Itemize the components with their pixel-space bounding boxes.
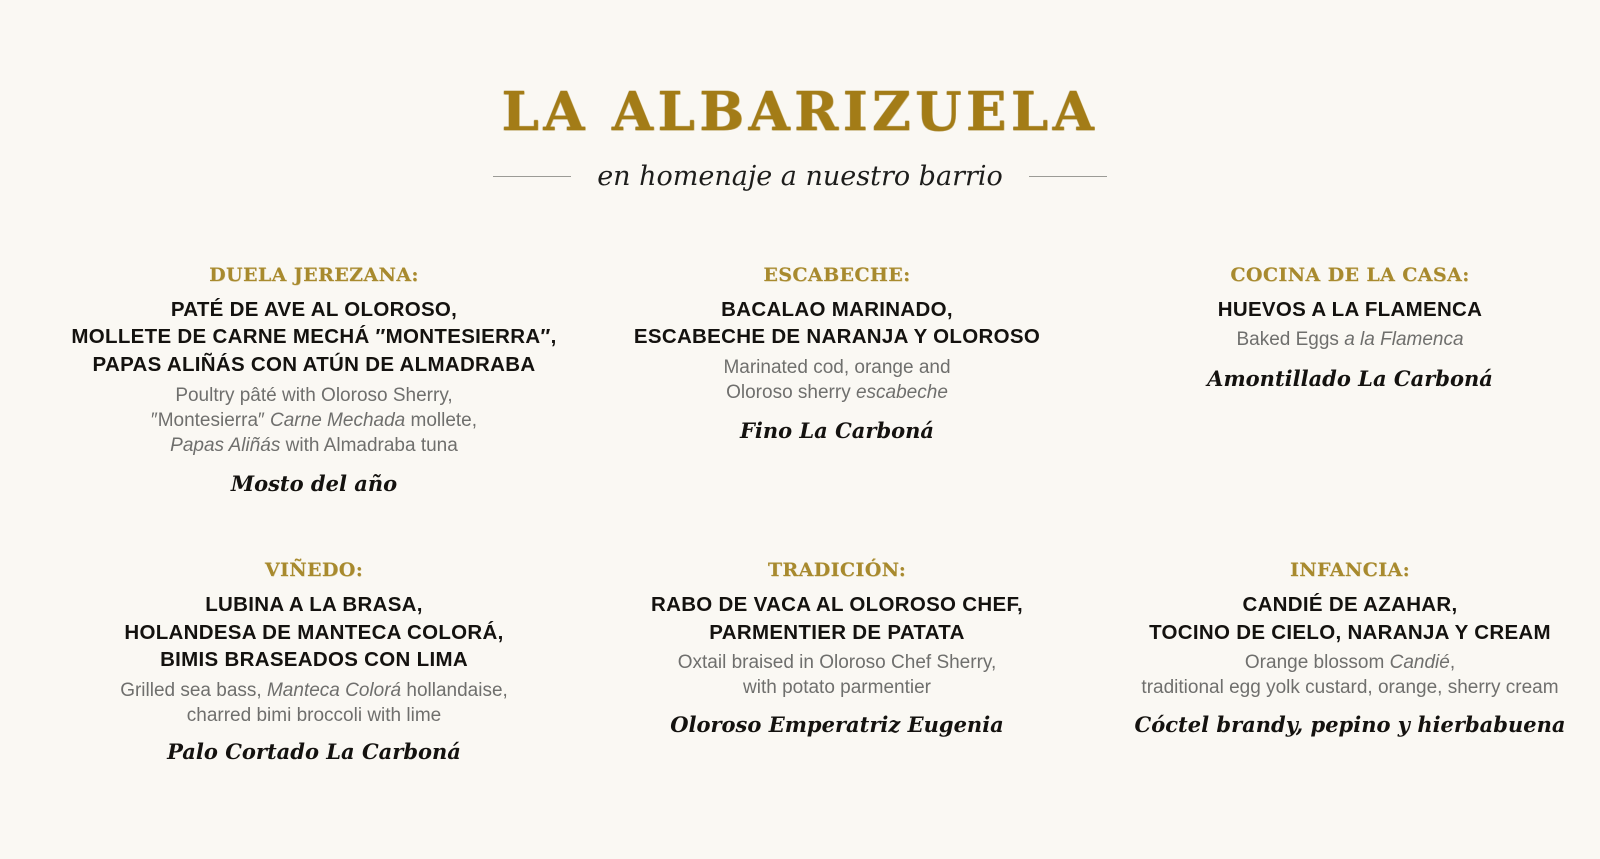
dish-heading: INFANCIA: [1289, 559, 1411, 582]
dish-pairing: Mosto del año [230, 471, 398, 496]
dish-pairing: Palo Cortado La Carboná [167, 739, 461, 765]
dish-name: RABO DE VACA AL OLOROSO CHEF, PARMENTIER DE PATATA [650, 593, 1024, 644]
dish-name: CANDIÉ DE AZAHAR, TOCINO DE CIELO, NARANJA Y CREAM [1149, 593, 1551, 644]
dish-description: Grilled sea bass, Manteca Colorá hollandaise, charred bimi broccoli with lime [120, 680, 508, 727]
menu-item [1086, 264, 1600, 497]
divider-left [493, 176, 571, 178]
dish-pairing: Fino La Carboná [739, 418, 935, 444]
dish-name: PATÉ DE AVE AL OLOROSO, MOLLETE DE CARNE MECHÁ ″MONTESIERRA″, PAPAS ALIÑÁS CON ATÚN DE ALMADRABA [71, 297, 557, 377]
dish-description: Baked Eggs a la Flamenca [1236, 329, 1464, 351]
menu-item [1086, 559, 1600, 765]
dish-heading: ESCABECHE: [763, 264, 911, 286]
dish-heading: COCINA DE LA CASA: [1230, 264, 1470, 286]
dish-pairing: Amontillado La Carboná [1207, 365, 1493, 391]
dish-heading: VIÑEDO: [264, 559, 364, 582]
dish-description: Marinated cod, orange and Oloroso sherry escabeche [723, 357, 951, 404]
dish-name: BACALAO MARINADO, ESCABECHE DE NARANJA Y OLOROSO [633, 297, 1041, 349]
dish-description: Orange blossom Candié, traditional egg yolk custard, orange, sherry cream [1141, 652, 1559, 699]
dish-description: Oxtail braised in Oloroso Chef Sherry, with potato parmentier [677, 652, 997, 699]
menu-header [0, 0, 1600, 190]
menu-subtitle: en homenaje a nuestro barrio [597, 161, 1003, 192]
menu-grid [0, 264, 1600, 766]
page-title: LA ALBARIZUELA [501, 81, 1099, 143]
subtitle-row [0, 163, 1600, 190]
menu-item [40, 264, 588, 497]
menu-item [588, 264, 1086, 497]
dish-heading: TRADICIÓN: [767, 559, 907, 582]
dish-pairing: Oloroso Emperatriz Eugenia [670, 711, 1004, 737]
dish-name: LUBINA A LA BRASA, HOLANDESA DE MANTECA COLORÁ, BIMIS BRASEADOS CON LIMA [124, 593, 504, 672]
menu-item [40, 559, 588, 765]
menu-item [588, 559, 1086, 765]
dish-heading: DUELA JEREZANA: [209, 264, 419, 286]
dish-pairing: Cóctel brandy, pepino y hierbabuena [1134, 711, 1566, 737]
dish-name: HUEVOS A LA FLAMENCA [1217, 297, 1483, 321]
divider-right [1029, 176, 1107, 178]
dish-description: Poultry pâté with Oloroso Sherry, ″Montesierra″ Carne Mechada mollete, Papas Aliñás with Almadraba tuna [150, 384, 478, 456]
